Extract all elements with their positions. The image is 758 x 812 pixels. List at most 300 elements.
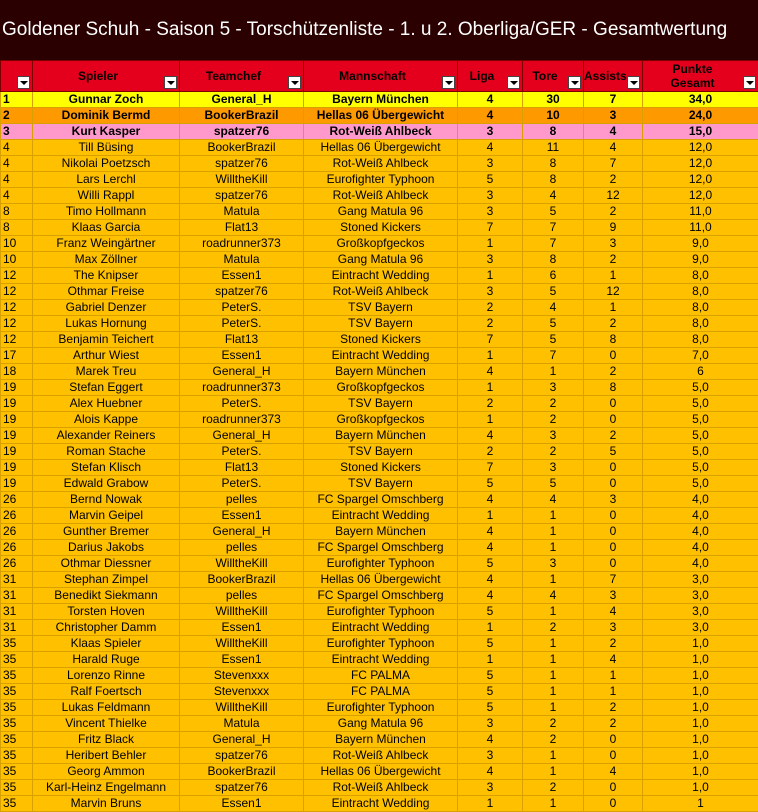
tore-cell[interactable]: 8 bbox=[523, 172, 584, 188]
spieler-cell[interactable]: Till Büsing bbox=[33, 140, 180, 156]
punkte-cell[interactable]: 4,0 bbox=[643, 492, 758, 508]
assists-cell[interactable]: 2 bbox=[584, 716, 643, 732]
mannschaft-cell[interactable]: Hellas 06 Übergewicht bbox=[304, 108, 458, 124]
tore-cell[interactable]: 2 bbox=[523, 412, 584, 428]
assists-cell[interactable]: 8 bbox=[584, 332, 643, 348]
punkte-cell[interactable]: 12,0 bbox=[643, 156, 758, 172]
filter-dropdown-icon[interactable] bbox=[507, 76, 520, 89]
spieler-cell[interactable]: Stephan Zimpel bbox=[33, 572, 180, 588]
tore-cell[interactable]: 1 bbox=[523, 604, 584, 620]
spieler-cell[interactable]: Lukas Feldmann bbox=[33, 700, 180, 716]
rank-cell[interactable]: 26 bbox=[1, 556, 33, 572]
spieler-cell[interactable]: Alois Kappe bbox=[33, 412, 180, 428]
mannschaft-cell[interactable]: Großkopfgeckos bbox=[304, 380, 458, 396]
rank-cell[interactable]: 26 bbox=[1, 508, 33, 524]
spieler-cell[interactable]: Lars Lerchl bbox=[33, 172, 180, 188]
tore-cell[interactable]: 11 bbox=[523, 140, 584, 156]
mannschaft-cell[interactable]: Stoned Kickers bbox=[304, 332, 458, 348]
assists-cell[interactable]: 4 bbox=[584, 652, 643, 668]
punkte-cell[interactable]: 6 bbox=[643, 364, 758, 380]
rank-cell[interactable]: 35 bbox=[1, 732, 33, 748]
teamchef-cell[interactable]: pelles bbox=[180, 588, 304, 604]
liga-cell[interactable]: 4 bbox=[458, 92, 523, 108]
punkte-cell[interactable]: 8,0 bbox=[643, 268, 758, 284]
punkte-cell[interactable]: 3,0 bbox=[643, 604, 758, 620]
rank-cell[interactable]: 31 bbox=[1, 604, 33, 620]
rank-cell[interactable]: 2 bbox=[1, 108, 33, 124]
liga-cell[interactable]: 2 bbox=[458, 300, 523, 316]
tore-cell[interactable]: 10 bbox=[523, 108, 584, 124]
rank-cell[interactable]: 18 bbox=[1, 364, 33, 380]
tore-cell[interactable]: 8 bbox=[523, 124, 584, 140]
tore-cell[interactable]: 1 bbox=[523, 764, 584, 780]
liga-cell[interactable]: 5 bbox=[458, 604, 523, 620]
spieler-cell[interactable]: Marvin Bruns bbox=[33, 796, 180, 812]
tore-cell[interactable]: 5 bbox=[523, 332, 584, 348]
punkte-cell[interactable]: 8,0 bbox=[643, 316, 758, 332]
mannschaft-cell[interactable]: Gang Matula 96 bbox=[304, 716, 458, 732]
rank-cell[interactable]: 35 bbox=[1, 652, 33, 668]
assists-cell[interactable]: 2 bbox=[584, 636, 643, 652]
spieler-cell[interactable]: Willi Rappl bbox=[33, 188, 180, 204]
punkte-cell[interactable]: 1,0 bbox=[643, 684, 758, 700]
liga-cell[interactable]: 5 bbox=[458, 700, 523, 716]
teamchef-cell[interactable]: pelles bbox=[180, 540, 304, 556]
liga-cell[interactable]: 4 bbox=[458, 764, 523, 780]
punkte-cell[interactable]: 9,0 bbox=[643, 236, 758, 252]
assists-cell[interactable]: 12 bbox=[584, 284, 643, 300]
teamchef-cell[interactable]: PeterS. bbox=[180, 396, 304, 412]
tore-cell[interactable]: 1 bbox=[523, 796, 584, 812]
teamchef-cell[interactable]: Flat13 bbox=[180, 332, 304, 348]
teamchef-cell[interactable]: General_H bbox=[180, 732, 304, 748]
teamchef-cell[interactable]: BookerBrazil bbox=[180, 140, 304, 156]
spieler-cell[interactable]: Benedikt Siekmann bbox=[33, 588, 180, 604]
teamchef-cell[interactable]: Stevenxxx bbox=[180, 684, 304, 700]
liga-cell[interactable]: 1 bbox=[458, 380, 523, 396]
spieler-cell[interactable]: Gunnar Zoch bbox=[33, 92, 180, 108]
spieler-cell[interactable]: Bernd Nowak bbox=[33, 492, 180, 508]
rank-cell[interactable]: 26 bbox=[1, 524, 33, 540]
teamchef-cell[interactable]: pelles bbox=[180, 492, 304, 508]
punkte-cell[interactable]: 34,0 bbox=[643, 92, 758, 108]
teamchef-cell[interactable]: spatzer76 bbox=[180, 284, 304, 300]
liga-cell[interactable]: 3 bbox=[458, 780, 523, 796]
tore-cell[interactable]: 3 bbox=[523, 380, 584, 396]
teamchef-cell[interactable]: WilltheKill bbox=[180, 604, 304, 620]
rank-cell[interactable]: 35 bbox=[1, 780, 33, 796]
liga-cell[interactable]: 4 bbox=[458, 572, 523, 588]
teamchef-cell[interactable]: spatzer76 bbox=[180, 156, 304, 172]
punkte-cell[interactable]: 5,0 bbox=[643, 428, 758, 444]
assists-cell[interactable]: 2 bbox=[584, 428, 643, 444]
mannschaft-cell[interactable]: Stoned Kickers bbox=[304, 220, 458, 236]
spieler-cell[interactable]: Klaas Spieler bbox=[33, 636, 180, 652]
punkte-cell[interactable]: 1 bbox=[643, 796, 758, 812]
teamchef-cell[interactable]: Flat13 bbox=[180, 220, 304, 236]
tore-cell[interactable]: 2 bbox=[523, 620, 584, 636]
teamchef-cell[interactable]: Essen1 bbox=[180, 652, 304, 668]
mannschaft-cell[interactable]: Bayern München bbox=[304, 92, 458, 108]
spieler-cell[interactable]: Timo Hollmann bbox=[33, 204, 180, 220]
liga-cell[interactable]: 5 bbox=[458, 476, 523, 492]
tore-cell[interactable]: 1 bbox=[523, 636, 584, 652]
spieler-cell[interactable]: Lukas Hornung bbox=[33, 316, 180, 332]
rank-cell[interactable]: 3 bbox=[1, 124, 33, 140]
teamchef-cell[interactable]: spatzer76 bbox=[180, 748, 304, 764]
spieler-cell[interactable]: Arthur Wiest bbox=[33, 348, 180, 364]
teamchef-cell[interactable]: roadrunner373 bbox=[180, 412, 304, 428]
punkte-cell[interactable]: 1,0 bbox=[643, 748, 758, 764]
spieler-cell[interactable]: Darius Jakobs bbox=[33, 540, 180, 556]
assists-cell[interactable]: 4 bbox=[584, 140, 643, 156]
spieler-cell[interactable]: Roman Stache bbox=[33, 444, 180, 460]
punkte-cell[interactable]: 4,0 bbox=[643, 508, 758, 524]
teamchef-cell[interactable]: WilltheKill bbox=[180, 636, 304, 652]
rank-cell[interactable]: 35 bbox=[1, 668, 33, 684]
mannschaft-cell[interactable]: Eintracht Wedding bbox=[304, 268, 458, 284]
rank-cell[interactable]: 35 bbox=[1, 636, 33, 652]
tore-cell[interactable]: 8 bbox=[523, 252, 584, 268]
spieler-cell[interactable]: Klaas Garcia bbox=[33, 220, 180, 236]
tore-cell[interactable]: 2 bbox=[523, 732, 584, 748]
tore-cell[interactable]: 5 bbox=[523, 204, 584, 220]
mannschaft-cell[interactable]: Stoned Kickers bbox=[304, 460, 458, 476]
rank-cell[interactable]: 12 bbox=[1, 316, 33, 332]
assists-cell[interactable]: 1 bbox=[584, 668, 643, 684]
teamchef-cell[interactable]: Matula bbox=[180, 716, 304, 732]
tore-cell[interactable]: 2 bbox=[523, 716, 584, 732]
liga-cell[interactable]: 4 bbox=[458, 524, 523, 540]
teamchef-cell[interactable]: Essen1 bbox=[180, 508, 304, 524]
tore-cell[interactable]: 1 bbox=[523, 540, 584, 556]
liga-cell[interactable]: 3 bbox=[458, 124, 523, 140]
tore-cell[interactable]: 1 bbox=[523, 684, 584, 700]
punkte-cell[interactable]: 5,0 bbox=[643, 476, 758, 492]
tore-cell[interactable]: 7 bbox=[523, 348, 584, 364]
liga-cell[interactable]: 1 bbox=[458, 508, 523, 524]
punkte-cell[interactable]: 8,0 bbox=[643, 300, 758, 316]
punkte-cell[interactable]: 7,0 bbox=[643, 348, 758, 364]
punkte-cell[interactable]: 1,0 bbox=[643, 764, 758, 780]
mannschaft-cell[interactable]: FC PALMA bbox=[304, 684, 458, 700]
teamchef-cell[interactable]: spatzer76 bbox=[180, 188, 304, 204]
punkte-cell[interactable]: 1,0 bbox=[643, 716, 758, 732]
mannschaft-cell[interactable]: Bayern München bbox=[304, 428, 458, 444]
teamchef-cell[interactable]: WilltheKill bbox=[180, 556, 304, 572]
assists-cell[interactable]: 3 bbox=[584, 620, 643, 636]
mannschaft-cell[interactable]: Hellas 06 Übergewicht bbox=[304, 764, 458, 780]
punkte-cell[interactable]: 5,0 bbox=[643, 396, 758, 412]
assists-cell[interactable]: 3 bbox=[584, 236, 643, 252]
teamchef-cell[interactable]: Matula bbox=[180, 204, 304, 220]
liga-cell[interactable]: 3 bbox=[458, 156, 523, 172]
punkte-cell[interactable]: 11,0 bbox=[643, 204, 758, 220]
assists-cell[interactable]: 1 bbox=[584, 684, 643, 700]
tore-cell[interactable]: 1 bbox=[523, 524, 584, 540]
spieler-cell[interactable]: Marvin Geipel bbox=[33, 508, 180, 524]
tore-cell[interactable]: 3 bbox=[523, 460, 584, 476]
tore-cell[interactable]: 4 bbox=[523, 300, 584, 316]
spieler-cell[interactable]: Lorenzo Rinne bbox=[33, 668, 180, 684]
mannschaft-cell[interactable]: Eurofighter Typhoon bbox=[304, 556, 458, 572]
teamchef-cell[interactable]: Flat13 bbox=[180, 460, 304, 476]
assists-cell[interactable]: 2 bbox=[584, 364, 643, 380]
liga-cell[interactable]: 4 bbox=[458, 140, 523, 156]
liga-cell[interactable]: 7 bbox=[458, 332, 523, 348]
mannschaft-cell[interactable]: TSV Bayern bbox=[304, 396, 458, 412]
rank-cell[interactable]: 26 bbox=[1, 540, 33, 556]
mannschaft-cell[interactable]: Eintracht Wedding bbox=[304, 652, 458, 668]
assists-cell[interactable]: 7 bbox=[584, 156, 643, 172]
assists-cell[interactable]: 1 bbox=[584, 300, 643, 316]
mannschaft-cell[interactable]: Rot-Weiß Ahlbeck bbox=[304, 156, 458, 172]
rank-cell[interactable]: 4 bbox=[1, 172, 33, 188]
rank-cell[interactable]: 8 bbox=[1, 220, 33, 236]
assists-cell[interactable]: 4 bbox=[584, 764, 643, 780]
teamchef-cell[interactable]: Matula bbox=[180, 252, 304, 268]
liga-cell[interactable]: 1 bbox=[458, 412, 523, 428]
liga-cell[interactable]: 5 bbox=[458, 684, 523, 700]
teamchef-cell[interactable]: Essen1 bbox=[180, 620, 304, 636]
assists-cell[interactable]: 5 bbox=[584, 444, 643, 460]
punkte-cell[interactable]: 1,0 bbox=[643, 668, 758, 684]
assists-cell[interactable]: 0 bbox=[584, 796, 643, 812]
spieler-cell[interactable]: Kurt Kasper bbox=[33, 124, 180, 140]
mannschaft-cell[interactable]: Eintracht Wedding bbox=[304, 796, 458, 812]
mannschaft-cell[interactable]: Großkopfgeckos bbox=[304, 412, 458, 428]
teamchef-cell[interactable]: General_H bbox=[180, 92, 304, 108]
rank-cell[interactable]: 35 bbox=[1, 764, 33, 780]
mannschaft-cell[interactable]: Hellas 06 Übergewicht bbox=[304, 572, 458, 588]
teamchef-cell[interactable]: spatzer76 bbox=[180, 124, 304, 140]
rank-cell[interactable]: 4 bbox=[1, 140, 33, 156]
tore-cell[interactable]: 2 bbox=[523, 444, 584, 460]
mannschaft-cell[interactable]: Bayern München bbox=[304, 732, 458, 748]
mannschaft-cell[interactable]: Hellas 06 Übergewicht bbox=[304, 140, 458, 156]
punkte-cell[interactable]: 3,0 bbox=[643, 620, 758, 636]
spieler-cell[interactable]: Benjamin Teichert bbox=[33, 332, 180, 348]
rank-cell[interactable]: 12 bbox=[1, 300, 33, 316]
mannschaft-cell[interactable]: Großkopfgeckos bbox=[304, 236, 458, 252]
assists-cell[interactable]: 2 bbox=[584, 172, 643, 188]
rank-cell[interactable]: 10 bbox=[1, 252, 33, 268]
teamchef-cell[interactable]: PeterS. bbox=[180, 316, 304, 332]
assists-cell[interactable]: 4 bbox=[584, 124, 643, 140]
mannschaft-cell[interactable]: Bayern München bbox=[304, 364, 458, 380]
rank-cell[interactable]: 35 bbox=[1, 748, 33, 764]
liga-cell[interactable]: 2 bbox=[458, 444, 523, 460]
filter-dropdown-icon[interactable] bbox=[568, 76, 581, 89]
teamchef-cell[interactable]: BookerBrazil bbox=[180, 764, 304, 780]
punkte-cell[interactable]: 3,0 bbox=[643, 572, 758, 588]
punkte-cell[interactable]: 4,0 bbox=[643, 556, 758, 572]
mannschaft-cell[interactable]: FC Spargel Omschberg bbox=[304, 492, 458, 508]
rank-cell[interactable]: 31 bbox=[1, 572, 33, 588]
tore-cell[interactable]: 1 bbox=[523, 364, 584, 380]
teamchef-cell[interactable]: PeterS. bbox=[180, 300, 304, 316]
mannschaft-cell[interactable]: Rot-Weiß Ahlbeck bbox=[304, 124, 458, 140]
punkte-cell[interactable]: 12,0 bbox=[643, 140, 758, 156]
tore-cell[interactable]: 2 bbox=[523, 396, 584, 412]
mannschaft-cell[interactable]: Eintracht Wedding bbox=[304, 620, 458, 636]
spieler-cell[interactable]: Othmar Freise bbox=[33, 284, 180, 300]
spieler-cell[interactable]: Dominik Bermd bbox=[33, 108, 180, 124]
teamchef-cell[interactable]: WilltheKill bbox=[180, 172, 304, 188]
spieler-cell[interactable]: Alex Huebner bbox=[33, 396, 180, 412]
mannschaft-cell[interactable]: FC Spargel Omschberg bbox=[304, 540, 458, 556]
punkte-cell[interactable]: 9,0 bbox=[643, 252, 758, 268]
spieler-cell[interactable]: Franz Weingärtner bbox=[33, 236, 180, 252]
filter-dropdown-icon[interactable] bbox=[17, 76, 30, 89]
tore-cell[interactable]: 30 bbox=[523, 92, 584, 108]
tore-cell[interactable]: 1 bbox=[523, 748, 584, 764]
punkte-cell[interactable]: 12,0 bbox=[643, 188, 758, 204]
assists-cell[interactable]: 4 bbox=[584, 604, 643, 620]
tore-cell[interactable]: 6 bbox=[523, 268, 584, 284]
liga-cell[interactable]: 4 bbox=[458, 588, 523, 604]
punkte-cell[interactable]: 4,0 bbox=[643, 524, 758, 540]
rank-cell[interactable]: 31 bbox=[1, 620, 33, 636]
mannschaft-cell[interactable]: TSV Bayern bbox=[304, 444, 458, 460]
tore-cell[interactable]: 3 bbox=[523, 556, 584, 572]
rank-cell[interactable]: 8 bbox=[1, 204, 33, 220]
mannschaft-cell[interactable]: Rot-Weiß Ahlbeck bbox=[304, 748, 458, 764]
mannschaft-cell[interactable]: FC Spargel Omschberg bbox=[304, 588, 458, 604]
liga-cell[interactable]: 3 bbox=[458, 204, 523, 220]
assists-cell[interactable]: 0 bbox=[584, 396, 643, 412]
spieler-cell[interactable]: Gunther Bremer bbox=[33, 524, 180, 540]
tore-cell[interactable]: 7 bbox=[523, 236, 584, 252]
mannschaft-cell[interactable]: Rot-Weiß Ahlbeck bbox=[304, 284, 458, 300]
assists-cell[interactable]: 7 bbox=[584, 92, 643, 108]
filter-dropdown-icon[interactable] bbox=[442, 76, 455, 89]
assists-cell[interactable]: 0 bbox=[584, 460, 643, 476]
spieler-cell[interactable]: Heribert Behler bbox=[33, 748, 180, 764]
rank-cell[interactable]: 19 bbox=[1, 396, 33, 412]
rank-cell[interactable]: 19 bbox=[1, 460, 33, 476]
teamchef-cell[interactable]: BookerBrazil bbox=[180, 572, 304, 588]
filter-dropdown-icon[interactable] bbox=[288, 76, 301, 89]
punkte-cell[interactable]: 8,0 bbox=[643, 332, 758, 348]
spieler-cell[interactable]: Harald Ruge bbox=[33, 652, 180, 668]
filter-dropdown-icon[interactable] bbox=[627, 76, 640, 89]
liga-cell[interactable]: 4 bbox=[458, 540, 523, 556]
rank-cell[interactable]: 35 bbox=[1, 796, 33, 812]
spieler-cell[interactable]: Stefan Eggert bbox=[33, 380, 180, 396]
teamchef-cell[interactable]: Stevenxxx bbox=[180, 668, 304, 684]
spieler-cell[interactable]: Marek Treu bbox=[33, 364, 180, 380]
tore-cell[interactable]: 5 bbox=[523, 284, 584, 300]
assists-cell[interactable]: 7 bbox=[584, 572, 643, 588]
liga-cell[interactable]: 3 bbox=[458, 284, 523, 300]
tore-cell[interactable]: 4 bbox=[523, 188, 584, 204]
tore-cell[interactable]: 3 bbox=[523, 428, 584, 444]
mannschaft-cell[interactable]: Eintracht Wedding bbox=[304, 348, 458, 364]
teamchef-cell[interactable]: WilltheKill bbox=[180, 700, 304, 716]
teamchef-cell[interactable]: BookerBrazil bbox=[180, 108, 304, 124]
punkte-cell[interactable]: 1,0 bbox=[643, 652, 758, 668]
liga-cell[interactable]: 1 bbox=[458, 348, 523, 364]
rank-cell[interactable]: 12 bbox=[1, 284, 33, 300]
punkte-cell[interactable]: 11,0 bbox=[643, 220, 758, 236]
liga-cell[interactable]: 4 bbox=[458, 492, 523, 508]
spieler-cell[interactable]: Gabriel Denzer bbox=[33, 300, 180, 316]
rank-cell[interactable]: 10 bbox=[1, 236, 33, 252]
assists-cell[interactable]: 8 bbox=[584, 380, 643, 396]
filter-dropdown-icon[interactable] bbox=[164, 76, 177, 89]
liga-cell[interactable]: 1 bbox=[458, 652, 523, 668]
assists-cell[interactable]: 0 bbox=[584, 556, 643, 572]
spieler-cell[interactable]: Torsten Hoven bbox=[33, 604, 180, 620]
punkte-cell[interactable]: 5,0 bbox=[643, 380, 758, 396]
liga-cell[interactable]: 3 bbox=[458, 252, 523, 268]
liga-cell[interactable]: 1 bbox=[458, 620, 523, 636]
assists-cell[interactable]: 2 bbox=[584, 252, 643, 268]
liga-cell[interactable]: 3 bbox=[458, 188, 523, 204]
rank-cell[interactable]: 19 bbox=[1, 444, 33, 460]
punkte-cell[interactable]: 5,0 bbox=[643, 460, 758, 476]
spieler-cell[interactable]: Stefan Klisch bbox=[33, 460, 180, 476]
teamchef-cell[interactable]: Essen1 bbox=[180, 348, 304, 364]
liga-cell[interactable]: 4 bbox=[458, 108, 523, 124]
liga-cell[interactable]: 1 bbox=[458, 268, 523, 284]
tore-cell[interactable]: 1 bbox=[523, 508, 584, 524]
mannschaft-cell[interactable]: Eurofighter Typhoon bbox=[304, 636, 458, 652]
assists-cell[interactable]: 0 bbox=[584, 780, 643, 796]
rank-cell[interactable]: 35 bbox=[1, 700, 33, 716]
liga-cell[interactable]: 3 bbox=[458, 748, 523, 764]
rank-cell[interactable]: 12 bbox=[1, 268, 33, 284]
mannschaft-cell[interactable]: Gang Matula 96 bbox=[304, 204, 458, 220]
spieler-cell[interactable]: Edwald Grabow bbox=[33, 476, 180, 492]
punkte-cell[interactable]: 1,0 bbox=[643, 732, 758, 748]
liga-cell[interactable]: 7 bbox=[458, 460, 523, 476]
assists-cell[interactable]: 1 bbox=[584, 268, 643, 284]
spieler-cell[interactable]: Georg Ammon bbox=[33, 764, 180, 780]
spieler-cell[interactable]: Nikolai Poetzsch bbox=[33, 156, 180, 172]
rank-cell[interactable]: 4 bbox=[1, 156, 33, 172]
assists-cell[interactable]: 2 bbox=[584, 204, 643, 220]
mannschaft-cell[interactable]: TSV Bayern bbox=[304, 316, 458, 332]
assists-cell[interactable]: 0 bbox=[584, 412, 643, 428]
assists-cell[interactable]: 0 bbox=[584, 540, 643, 556]
assists-cell[interactable]: 0 bbox=[584, 348, 643, 364]
assists-cell[interactable]: 12 bbox=[584, 188, 643, 204]
spieler-cell[interactable]: Fritz Black bbox=[33, 732, 180, 748]
punkte-cell[interactable]: 3,0 bbox=[643, 588, 758, 604]
assists-cell[interactable]: 0 bbox=[584, 748, 643, 764]
mannschaft-cell[interactable]: Eurofighter Typhoon bbox=[304, 604, 458, 620]
assists-cell[interactable]: 0 bbox=[584, 508, 643, 524]
rank-cell[interactable]: 19 bbox=[1, 476, 33, 492]
assists-cell[interactable]: 9 bbox=[584, 220, 643, 236]
mannschaft-cell[interactable]: Bayern München bbox=[304, 524, 458, 540]
tore-cell[interactable]: 1 bbox=[523, 700, 584, 716]
tore-cell[interactable]: 1 bbox=[523, 652, 584, 668]
assists-cell[interactable]: 0 bbox=[584, 732, 643, 748]
rank-cell[interactable]: 35 bbox=[1, 684, 33, 700]
rank-cell[interactable]: 1 bbox=[1, 92, 33, 108]
liga-cell[interactable]: 5 bbox=[458, 172, 523, 188]
teamchef-cell[interactable]: General_H bbox=[180, 364, 304, 380]
rank-cell[interactable]: 17 bbox=[1, 348, 33, 364]
teamchef-cell[interactable]: roadrunner373 bbox=[180, 380, 304, 396]
rank-cell[interactable]: 4 bbox=[1, 188, 33, 204]
punkte-cell[interactable]: 5,0 bbox=[643, 444, 758, 460]
rank-cell[interactable]: 31 bbox=[1, 588, 33, 604]
spieler-cell[interactable]: Max Zöllner bbox=[33, 252, 180, 268]
